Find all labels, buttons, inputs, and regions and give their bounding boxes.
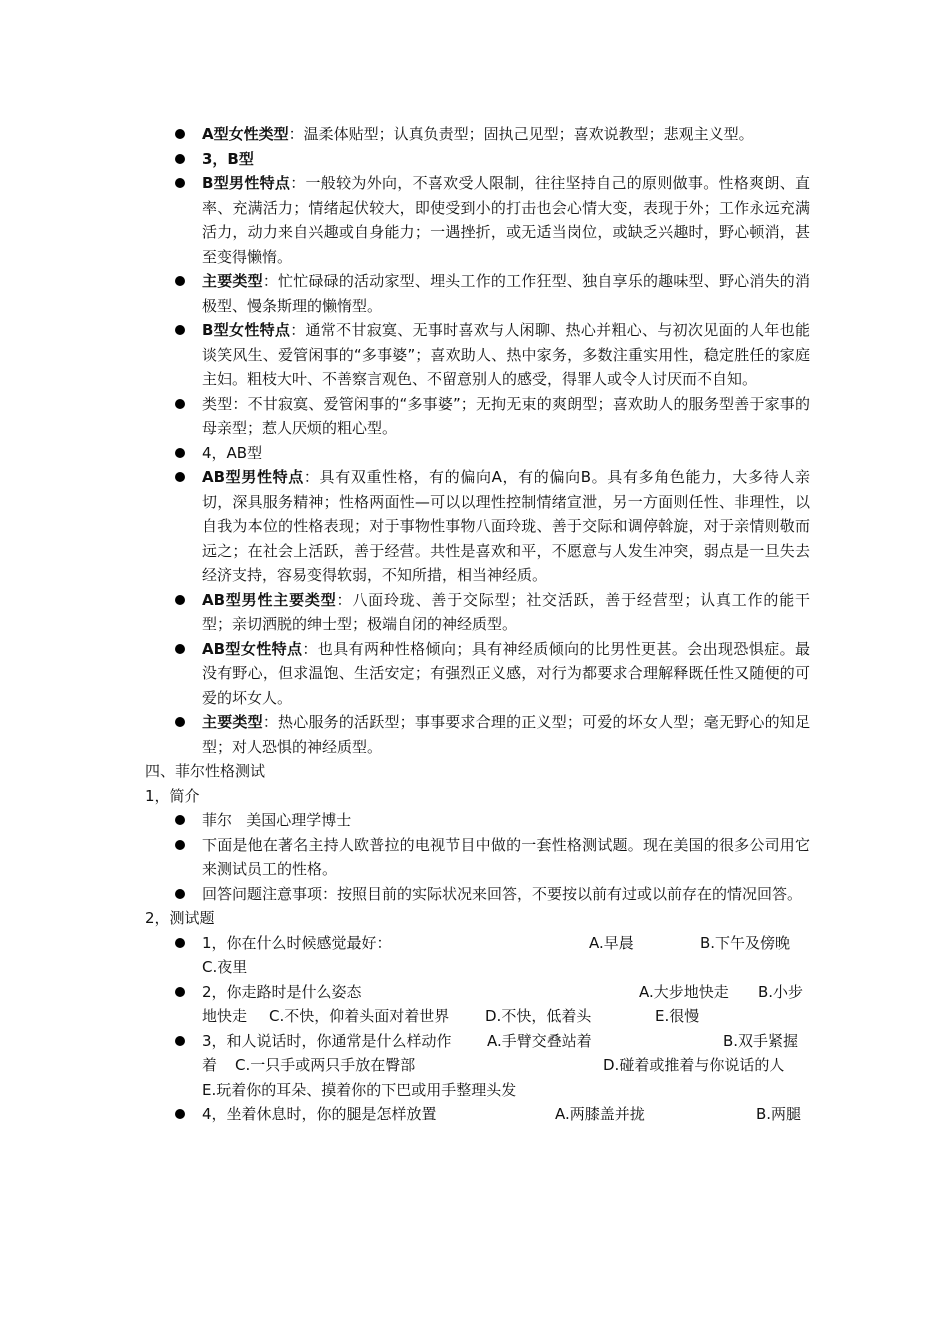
bullet-icon	[175, 644, 185, 654]
list-item	[145, 269, 810, 318]
option-a: A.早晨	[589, 933, 634, 952]
list-item	[145, 588, 810, 637]
item-lead: B型男性特点	[202, 174, 291, 192]
list-item	[145, 710, 810, 759]
item-text: ：具有双重性格，有的偏向A，有的偏向B。具有多角色能力，大多待人亲切，深具服务精神；性格两面性—可以以理性控制情绪宣泄，另一方面则任性、非理性，以自我为本位的性格表现；对于事物性事物八面玲珑、善于交际和调停斡旋，对于亲情则敬而远之；在社会上活跃，善于经营。共性是喜欢和平，不愿意与人发生冲突，弱点是一旦失去经济支持，容易变得软弱，不知所措，相当神经质。	[202, 468, 811, 584]
item-text: ：通常不甘寂寞、无事时喜欢与人闲聊、热心并粗心、与初次见面的人年也能谈笑风生、爱管闲事的“多事婆”；喜欢助人、热中家务，多数注重实用性，稳定胜任的家庭主妇。粗枝大叶、不善察言观色、不留意别人的感受，得罪人或令人讨厌而不自知。	[202, 321, 810, 388]
question-row	[202, 1029, 810, 1054]
item-text: 下面是他在著名主持人欧普拉的电视节目中做的一套性格测试题。现在美国的很多公司用它来测试员工的性格。	[202, 835, 810, 878]
bullet-icon	[175, 399, 185, 409]
item-lead: 主要类型	[202, 272, 263, 290]
list-item	[145, 171, 810, 269]
item-lead: 3，B型	[202, 149, 254, 168]
question-row	[202, 1053, 810, 1078]
bullet-icon	[175, 1036, 185, 1046]
item-text: ：也具有两种性格倾向；具有神经质倾向的比男性更甚。会出现恐惧症。最没有野心，但求温饱、生活安定；有强烈正义感，对行为都要求合理解释既任性又随便的可爱的坏女人。	[202, 639, 810, 707]
question-row	[202, 931, 810, 956]
subsection-heading: 1，简介	[145, 786, 200, 805]
list-item	[145, 147, 810, 172]
option-b: B.两腿	[756, 1105, 802, 1123]
item-lead: A型女性类型	[202, 125, 289, 143]
list-item	[145, 833, 810, 882]
option-b-continued: 地快走	[202, 1007, 248, 1025]
item-text: ：温柔体贴型；认真负责型；固执己见型；喜欢说教型；悲观主义型。	[288, 125, 754, 143]
list-item	[145, 318, 810, 392]
bullet-icon	[175, 325, 185, 335]
bullet-icon	[175, 987, 185, 997]
question-item	[145, 1102, 810, 1127]
list-item	[145, 882, 810, 907]
item-lead: AB型女性特点	[202, 639, 303, 658]
option-b: B.小步	[758, 982, 804, 1001]
question-row	[202, 955, 810, 980]
list-item	[145, 637, 810, 711]
bullet-icon	[175, 129, 185, 139]
list-item	[145, 808, 810, 833]
item-text: 菲尔 美国心理学博士	[202, 811, 352, 829]
option-e: E.玩着你的耳朵、摸着你的下巴或用手整理头发	[202, 1080, 517, 1099]
list-item	[145, 465, 810, 588]
bullet-icon	[175, 178, 185, 188]
bullet-icon	[175, 889, 185, 899]
question-item	[145, 931, 810, 980]
item-text: ：忙忙碌碌的活动家型、埋头工作的工作狂型、独自享乐的趣味型、野心消失的消极型、慢条斯理的懒惰型。	[202, 272, 810, 315]
bullet-icon	[175, 595, 185, 605]
bullet-icon	[175, 717, 185, 727]
item-text: 4，AB型	[202, 443, 263, 462]
item-text: 类型：不甘寂寞、爱管闲事的“多事婆”；无拘无束的爽朗型；喜欢助人的服务型善于家事的母亲型；惹人厌烦的粗心型。	[202, 394, 810, 437]
item-text: ：一般较为外向，不喜欢受人限制，往往坚持自己的原则做事。性格爽朗、直率、充满活力；情绪起伏较大，即使受到小的打击也会心情大变，表现于外；工作永远充满活力，动力来自兴趣或自身能力；一遇挫折，或无适当岗位，或缺乏兴趣时，野心顿消，甚至变得懒惰。	[202, 174, 810, 266]
option-d: D.不快，低着头	[485, 1007, 592, 1025]
option-d: D.碰着或推着与你说话的人	[603, 1056, 785, 1074]
option-e: E.很慢	[655, 1007, 700, 1025]
question-stem: 1，你在什么时候感觉最好：	[202, 933, 392, 952]
option-a: A.手臂交叠站着	[487, 1031, 592, 1050]
item-text: ：八面玲珑、善于交际型；社交活跃，善于经营型；认真工作的能干型；亲切洒脱的绅士型；极端自闭的神经质型。	[202, 590, 810, 633]
item-lead: 主要类型	[202, 713, 263, 731]
bullet-icon	[175, 1109, 185, 1119]
subsection-heading: 2，测试题	[145, 909, 215, 927]
question-item	[145, 980, 810, 1029]
item-text: ：热心服务的活跃型；事事要求合理的正义型；可爱的坏女人型；毫无野心的知足型；对人恐惧的神经质型。	[202, 713, 810, 756]
bullet-icon	[175, 815, 185, 825]
item-lead: B型女性特点	[202, 321, 291, 339]
item-text: 回答问题注意事项：按照目前的实际状况来回答，不要按以前有过或以前存在的情况回答。	[202, 884, 803, 903]
item-lead: AB型男性主要类型	[202, 590, 337, 609]
question-row	[202, 1004, 810, 1029]
question-item	[145, 1029, 810, 1103]
list-item	[145, 122, 810, 147]
item-lead: AB型男性特点	[202, 468, 304, 486]
list-item	[145, 392, 810, 441]
option-b-continued: 着	[202, 1056, 218, 1074]
option-c: C.一只手或两只手放在臀部	[235, 1056, 416, 1074]
option-a: A.两膝盖并拢	[555, 1105, 645, 1123]
bullet-icon	[175, 840, 185, 850]
question-row	[202, 980, 810, 1005]
bullet-icon	[175, 448, 185, 458]
question-row	[202, 1078, 810, 1103]
section-heading: 四、菲尔性格测试	[145, 762, 266, 780]
option-c: C.不快，仰着头面对着世界	[269, 1007, 450, 1025]
question-stem: 2，你走路时是什么姿态	[202, 982, 362, 1001]
option-a: A.大步地快走	[639, 982, 729, 1001]
bullet-icon	[175, 472, 185, 482]
bullet-icon	[175, 276, 185, 286]
option-c: C.夜里	[202, 958, 248, 976]
list-item	[145, 441, 810, 466]
question-stem: 3，和人说话时，你通常是什么样动作	[202, 1031, 452, 1050]
bullet-icon	[175, 938, 185, 948]
bullet-icon	[175, 154, 185, 164]
question-row	[202, 1102, 810, 1127]
option-b: B.双手紧握	[723, 1031, 799, 1050]
question-stem: 4，坐着休息时，你的腿是怎样放置	[202, 1105, 437, 1123]
option-b: B.下午及傍晚	[700, 933, 791, 952]
document-body	[145, 122, 810, 1127]
